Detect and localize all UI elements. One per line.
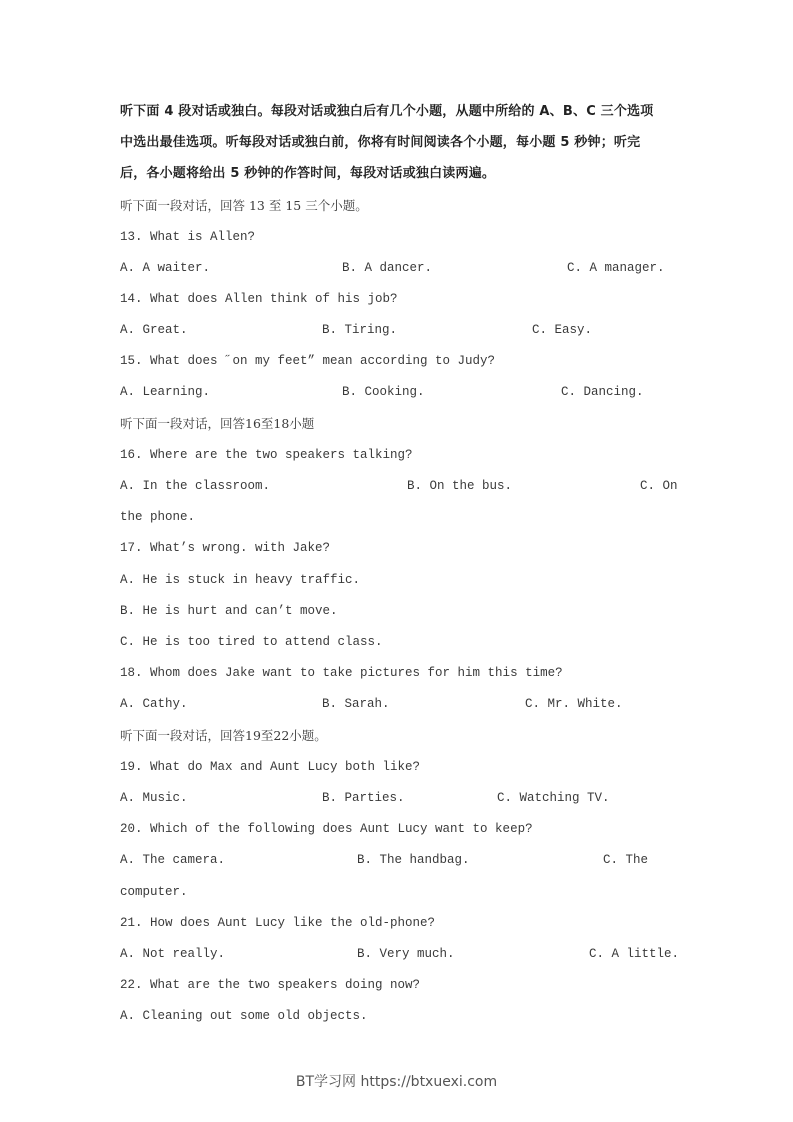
intro-line-1: 听下面 4 段对话或独白。每段对话或独白后有几个小题，从题中所给的 A、B、C 三个选项	[120, 104, 654, 119]
q21-option-c: C. A little.	[589, 947, 680, 961]
q16-option-c-continued: the phone.	[120, 510, 196, 524]
q16-option-b: B. On the bus.	[407, 479, 513, 493]
question-16: 16. Where are the two speakers talking?	[120, 448, 413, 462]
q15-option-b: B. Cooking.	[342, 385, 425, 399]
q20-option-c-continued: computer.	[120, 885, 188, 899]
q14-option-a: A. Great.	[120, 323, 188, 337]
question-22: 22. What are the two speakers doing now?	[120, 978, 421, 992]
question-15: 15. What does ˝on my feet” mean according to Judy?	[120, 354, 496, 368]
intro-line-3: 后，各小题将给出 5 秒钟的作答时间，每段对话或独白读两遍。	[120, 166, 496, 181]
question-20: 20. Which of the following does Aunt Lucy want to keep?	[120, 822, 533, 836]
q15-option-a: A. Learning.	[120, 385, 211, 399]
section-heading-2: 听下面一段对话，回答16至18小题	[120, 416, 315, 431]
q22-option-a: A. Cleaning out some old objects.	[120, 1009, 368, 1023]
question-14: 14. What does Allen think of his job?	[120, 292, 398, 306]
question-13: 13. What is Allen?	[120, 230, 256, 244]
q14-option-b: B. Tiring.	[322, 323, 398, 337]
q13-option-c: C. A manager.	[567, 261, 665, 275]
q19-option-b: B. Parties.	[322, 791, 405, 805]
q17-option-b: B. He is hurt and can’t move.	[120, 604, 338, 618]
section-heading-1: 听下面一段对话，回答 13 至 15 三个小题。	[120, 198, 368, 213]
q18-option-b: B. Sarah.	[322, 697, 390, 711]
q21-option-b: B. Very much.	[357, 947, 455, 961]
q17-option-c: C. He is too tired to attend class.	[120, 635, 383, 649]
q20-option-a: A. The camera.	[120, 853, 226, 867]
q13-option-a: A. A waiter.	[120, 261, 211, 275]
question-17: 17. What’s wrong. with Jake?	[120, 541, 331, 555]
question-18: 18. Whom does Jake want to take pictures for him this time?	[120, 666, 563, 680]
q17-option-a: A. He is stuck in heavy traffic.	[120, 573, 361, 587]
q20-option-b: B. The handbag.	[357, 853, 470, 867]
q18-option-a: A. Cathy.	[120, 697, 188, 711]
question-21: 21. How does Aunt Lucy like the old-phone?	[120, 916, 436, 930]
q16-option-a: A. In the classroom.	[120, 479, 271, 493]
q14-option-c: C. Easy.	[532, 323, 593, 337]
q21-option-a: A. Not really.	[120, 947, 226, 961]
footer-watermark: BT学习网 https://btxuexi.com	[295, 1074, 498, 1090]
q20-option-c: C. The	[603, 853, 649, 867]
q19-option-a: A. Music.	[120, 791, 188, 805]
q19-option-c: C. Watching TV.	[497, 791, 610, 805]
q13-option-b: B. A dancer.	[342, 261, 433, 275]
q16-option-c: C. On	[640, 479, 678, 493]
question-19: 19. What do Max and Aunt Lucy both like?	[120, 760, 421, 774]
q15-option-c: C. Dancing.	[561, 385, 644, 399]
intro-line-2: 中选出最佳选项。听每段对话或独白前，你将有时间阅读各个小题，每小题 5 秒钟；听完	[120, 135, 641, 150]
section-heading-3: 听下面一段对话，回答19至22小题。	[120, 728, 327, 743]
q18-option-c: C. Mr. White.	[525, 697, 623, 711]
